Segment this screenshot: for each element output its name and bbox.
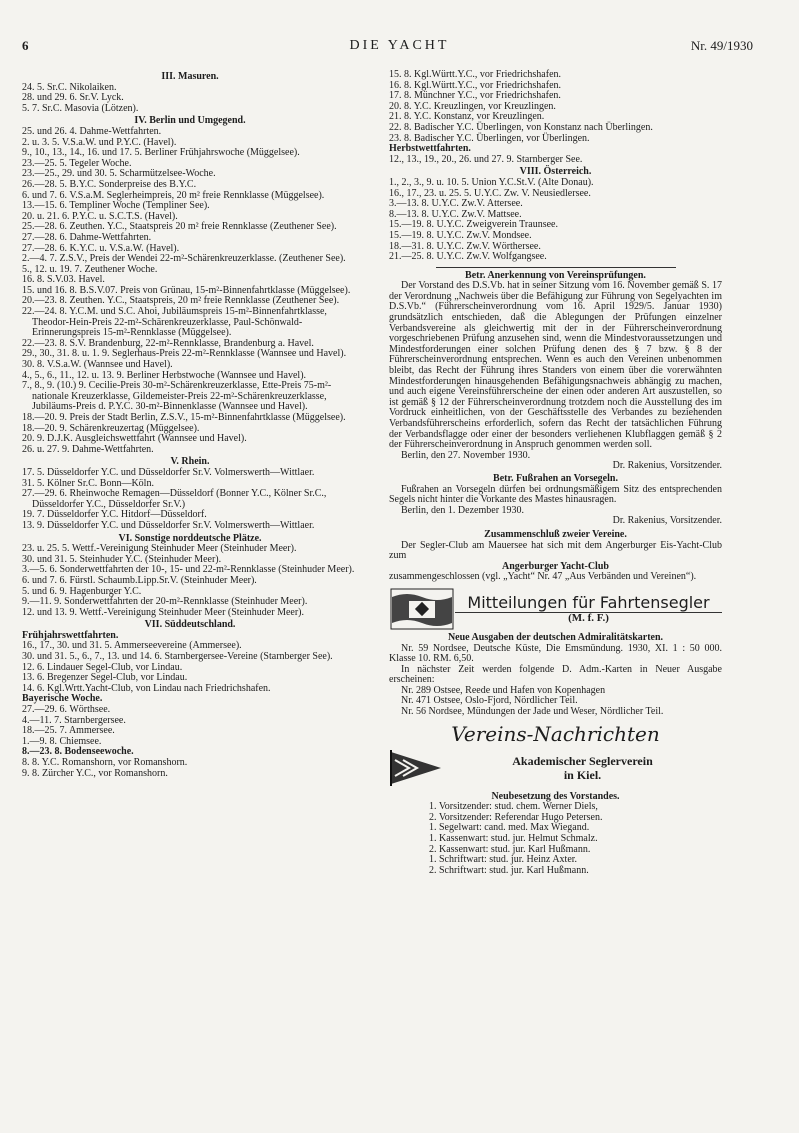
regatta-calendar-continued	[389, 70, 722, 263]
list-entry: 23. 8. Badischer Y.C. Überlingen, vor Überlingen.	[389, 132, 590, 144]
list-entry: 15. 8. Kgl.Württ.Y.C., vor Friedrichshafen.	[389, 69, 562, 80]
list-entry: 2. u. 3. 5. V.S.a.W. und P.Y.C. (Havel).	[22, 136, 177, 148]
mfk-section	[389, 633, 722, 718]
section-heading: VII. Süddeutschland.	[144, 619, 236, 631]
issue-number: Nr. 49/1930	[690, 38, 753, 53]
list-entry: 9., 10., 13., 14., 16. und 17. 5. Berliner Frühjahrswoche (Müggelsee).	[22, 147, 300, 159]
list-entry: 18.—25. 7. Ammersee.	[22, 725, 115, 737]
list-entry: 1. Segelwart: cand. med. Max Wiegand.	[429, 822, 590, 834]
club-burgee-icon	[389, 748, 443, 788]
list-entry: 18.—31. 8. U.Y.C. Zw.V. Wörthersee.	[389, 240, 541, 252]
list-entry: Nr. 289 Ostsee, Reede und Hafen von Kopenhagen	[401, 684, 606, 696]
list-entry: 25.—28. 6. Zeuthen. Y.C., Staatspreis 20 m² freie Rennklasse (Zeuthener See).	[22, 221, 337, 233]
notice-signature: Dr. Rakenius, Vorsitzender.	[612, 460, 722, 472]
list-entry: 27.—29. 6. Rheinwoche Remagen—Düsseldorf (Bonner Y.C., Kölner Sr.C., Düsseldorfer Y.C., Düsseldorfer Sr.V.)	[22, 488, 327, 510]
list-entry: 9. 8. Zürcher Y.C., vor Romanshorn.	[22, 767, 168, 779]
notice-body-end: zusammengeschlossen (vgl. „Yacht“ Nr. 47 „Aus Verbänden und Vereinen“).	[389, 571, 697, 583]
list-entry: 4.—11. 7. Starnbergersee.	[22, 714, 126, 726]
list-entry: 22.—23. 8. S.V. Brandenburg, 22-m²-Rennklasse, Brandenburg a. Havel.	[22, 337, 314, 349]
notice-body: Fußrahen an Vorsegeln dürfen bei ordnungsmäßigem Sitz des entsprechenden Segels nicht hinter die Vorkante des Mastes hinausragen.	[389, 483, 722, 506]
section-heading: III. Masuren.	[161, 71, 219, 82]
mfk-item: Nr. 59 Nordsee, Deutsche Küste, Die Emsmündung. 1930, XI. 1 : 50 000. Klasse 10. RM. 6,50.	[389, 642, 722, 665]
mfk-intro: In nächster Zeit werden folgende D. Adm.-Karten in Neuer Ausgabe erscheinen:	[389, 663, 722, 686]
list-entry: 23. u. 25. 5. Wettf.-Vereinigung Steinhuder Meer (Steinhuder Meer).	[22, 543, 297, 555]
list-entry: 12. und 13. 9. Wettf.-Vereinigung Steinhuder Meer (Steinhuder Meer).	[22, 606, 304, 618]
page-header	[0, 38, 799, 58]
club-name: Angerburger Yacht-Club	[502, 560, 609, 572]
list-entry: 1., 2., 3., 9. u. 10. 5. Union Y.C.St.V. (Alte Donau).	[389, 176, 594, 188]
list-entry: 1. Kassenwart: stud. jur. Helmut Schmalz.	[429, 833, 598, 845]
list-entry: Nr. 471 Ostsee, Oslo-Fjord, Nördlicher Teil.	[401, 695, 578, 707]
list-entry: 28. und 29. 6. Sr.V. Lyck.	[22, 92, 124, 104]
list-entry: 9.—11. 9. Sonderwettfahrten der 20-m²-Rennklasse (Steinhuder Meer).	[22, 596, 308, 608]
subsection-label: 8.—23. 8. Bodenseewoche.	[22, 746, 134, 758]
list-entry: 24. 5. Sr.C. Nikolaiken.	[22, 81, 117, 93]
section-heading: IV. Berlin und Umgegend.	[134, 115, 246, 127]
notice-title: Betr. Fußrahen an Vorsegeln.	[493, 472, 618, 484]
list-entry: 26. u. 27. 9. Dahme-Wettfahrten.	[22, 443, 154, 455]
list-entry: 6. und 7. 6. Fürstl. Schaumb.Lipp.Sr.V. (Steinhuder Meer).	[22, 574, 257, 586]
notice-anerkennung	[389, 271, 722, 472]
list-entry: 5., 12. u. 19. 7. Zeuthener Woche.	[22, 263, 158, 275]
club-header	[389, 748, 722, 788]
list-entry: 16. 8. S.V.03. Havel.	[22, 274, 105, 286]
subsection-label: Herbstwettfahrten.	[389, 143, 471, 155]
list-entry: 4., 5., 6., 11., 12. u. 13. 9. Berliner Herbstwoche (Wannsee und Havel).	[22, 369, 307, 381]
list-entry: 1. Vorsitzender: stud. chem. Werner Diels,	[429, 801, 598, 813]
section-heading: V. Rhein.	[170, 456, 210, 468]
list-entry: 22.—24. 8. Y.C.M. und S.C. Ahoi, Jubiläumspreis 15-m²-Binnenfahrtklasse, Theodor-Hein-Preis 22-m²-Schärenkreuzerklasse, Paul-Schönwald-Erinnerungspreis 15-m²-Rennklasse (Müggelsee).	[22, 306, 327, 339]
list-entry: 2. Schriftwart: stud. jur. Karl Hußmann.	[429, 864, 589, 876]
magazine-title: DIE YACHT	[349, 38, 450, 53]
list-entry: 2. Vorsitzender: Referendar Hugo Petersen.	[429, 811, 603, 823]
notice-zusammenschluss	[389, 530, 722, 583]
notice-title: Betr. Anerkennung von Vereinsprüfungen.	[465, 269, 646, 281]
list-entry: 20. u. 21. 6. P.Y.C. u. S.C.T.S. (Havel).	[22, 210, 178, 222]
list-entry: 20.—23. 8. Zeuthen. Y.C., Staatspreis, 20 m² freie Rennklasse (Zeuthener See).	[22, 295, 340, 307]
list-entry: 16., 17., 30. und 31. 5. Ammerseevereine (Ammersee).	[22, 640, 242, 652]
notice-fussrahen	[389, 474, 722, 527]
board-subtitle: Neubesetzung des Vorstandes.	[491, 790, 620, 802]
mfk-section-title: Neue Ausgaben der deutschen Admiralitätskarten.	[447, 631, 664, 643]
list-entry: 12. 6. Lindauer Segel-Club, vor Lindau.	[22, 661, 183, 673]
page-number: 6	[22, 38, 29, 53]
list-entry: 30. und 31. 5. Steinhuder Y.C. (Steinhuder Meer).	[22, 553, 222, 565]
pennant-flag-icon	[389, 587, 455, 631]
list-entry: Nr. 56 Nordsee, Mündungen der Jade und Weser, Nördlicher Teil.	[401, 706, 664, 718]
list-entry: 18.—20. 9. Schärenkreuzertag (Müggelsee).	[22, 422, 200, 434]
list-entry: 18.—20. 9. Preis der Stadt Berlin, Z.S.V., 15-m²-Binnenfahrtklasse (Müggelsee).	[22, 412, 346, 423]
list-entry: 13.—15. 6. Templiner Woche (Templiner See).	[22, 200, 210, 212]
subsection-label: Bayerische Woche.	[22, 693, 103, 705]
club-name-line2: in Kiel.	[563, 767, 602, 782]
list-entry: 15.—19. 8. U.Y.C. Zweigverein Traunsee.	[389, 219, 558, 231]
mfk-title: Mitteilungen für Fahrtensegler	[455, 594, 722, 613]
mfk-abbr: (M. f. F.)	[568, 612, 609, 625]
vereins-nachrichten-heading: Vereins-Nachrichten	[451, 721, 660, 746]
mfk-header	[389, 587, 722, 631]
right-column	[389, 70, 722, 876]
list-entry: 13. 9. Düsseldorfer Y.C. und Düsseldorfer Sr.V. Volmerswerth—Wittlaer.	[22, 519, 315, 531]
list-entry: 27.—29. 6. Wörthsee.	[22, 704, 111, 716]
section-heading: VI. Sonstige norddeutsche Plätze.	[118, 532, 262, 544]
list-entry: 22. 8. Badischer Y.C. Überlingen, von Konstanz nach Überlingen.	[389, 121, 653, 133]
notice-signature: Dr. Rakenius, Vorsitzender.	[612, 515, 722, 527]
notice-date: Berlin, den 1. Dezember 1930.	[401, 504, 525, 516]
list-entry: 30. 8. V.S.a.W. (Wannsee und Havel).	[22, 359, 173, 371]
list-entry: 31. 5. Kölner Sr.C. Bonn—Köln.	[22, 477, 154, 489]
list-entry: 27.—28. 6. Dahme-Wettfahrten.	[22, 231, 152, 243]
list-entry: 27.—28. 6. K.Y.C. u. V.S.a.W. (Havel).	[22, 242, 180, 254]
list-entry: 7., 8., 9. (10.) 9. Cecilie-Preis 30-m²-Schärenkreuzerklasse, Ette-Preis 75-m²-nationale Kreuzerklasse, Gildemeister-Preis 22-m²-Schärenkreuzerklasse, Jubiläums-Preis d. P.Y.C. 30-m²-Binnenklasse (Wannsee und Havel).	[22, 380, 332, 413]
list-entry: 16., 17., 23. u. 25. 5. U.Y.C. Zw. V. Neusiedlersee.	[389, 187, 591, 199]
left-column-regatta-calendar	[22, 70, 358, 779]
mfk-chart-list	[389, 686, 722, 718]
notice-date: Berlin, den 27. November 1930.	[401, 449, 531, 461]
list-entry: 29., 30., 31. 8. u. 1. 9. Seglerhaus-Preis 22-m²-Rennklasse (Wannsee und Havel).	[22, 348, 347, 360]
list-entry: 23.—25., 29. und 30. 5. Scharmützelsee-Woche.	[22, 168, 216, 180]
list-entry: 15.—19. 8. U.Y.C. Zw.V. Mondsee.	[389, 229, 532, 241]
club-name-line1: Akademischer Seglerverein	[512, 753, 653, 768]
list-entry: 20. 8. Y.C. Kreuzlingen, vor Kreuzlingen.	[389, 100, 556, 112]
list-entry: 13. 6. Bregenzer Segel-Club, vor Lindau.	[22, 672, 188, 684]
list-entry: 5. 7. Sr.C. Masovia (Lötzen).	[22, 102, 139, 114]
list-entry: 17. 5. Düsseldorfer Y.C. und Düsseldorfer Sr.V. Volmerswerth—Wittlaer.	[22, 466, 315, 478]
list-entry: 19. 7. Düsseldorfer Y.C. Hitdorf—Düsseldorf.	[22, 509, 207, 521]
list-entry: 5. und 6. 9. Hagenburger Y.C.	[22, 585, 142, 597]
list-entry: 21. 8. Y.C. Konstanz, vor Kreuzlingen.	[389, 111, 545, 123]
list-entry: 25. und 26. 4. Dahme-Wettfahrten.	[22, 125, 162, 137]
list-entry: 20. 9. D.J.K. Ausgleichswettfahrt (Wannsee und Havel).	[22, 433, 247, 445]
list-entry: 2.—4. 7. Z.S.V., Preis der Wendei 22-m²-Schärenkreuzerklasse. (Zeuthener See).	[22, 253, 346, 265]
list-entry: 8. 8. Y.C. Romanshorn, vor Romanshorn.	[22, 757, 188, 768]
list-entry: 1. Schriftwart: stud. jur. Heinz Axter.	[429, 854, 578, 866]
list-entry: 2. Kassenwart: stud. jur. Karl Hußmann.	[429, 843, 591, 855]
notice-title: Zusammenschluß zweier Vereine.	[484, 528, 627, 540]
subsection-label: Frühjahrswettfahrten.	[22, 629, 119, 641]
list-entry: 17. 8. Münchner Y.C., vor Friedrichshafen.	[389, 90, 561, 102]
divider	[436, 267, 676, 268]
list-entry: 3.—13. 8. U.Y.C. Zw.V. Attersee.	[389, 198, 523, 210]
list-entry: 1.—9. 8. Chiemsee.	[22, 735, 102, 747]
list-entry: 6. und 7. 6. V.S.a.M. Seglerheimpreis, 20 m² freie Rennklasse (Müggelsee).	[22, 189, 325, 201]
notice-body: Der Vorstand des D.S.Vb. hat in seiner Sitzung vom 16. November gemäß S. 17 der Verordnung „Nachweis über die Befähigung zur Führung von Segelyachten im D.S.Vb.“ (Führerscheinverordnung vom 16. April 1929/5. Januar 1930) grundsätzlich entschieden, daß die Ablegungen der Prüfungen einzelner Verbandsvereine als gleichwertig mit der in der Führerscheinverordnung vorgeschriebenen Prüfung anzusehen sind, wenn die Mindestvoraussetzungen und Mindestforderungen einer solchen Prüfung denen des § 7 bzw. § 8 der Führerscheinverordnung entsprechen. Wenn es auch den Vereinen unbenommen bleibt, das Recht der Führung ihres Standers von einem über die vorerwähnten Mindestforderungen hinausgehenden Befähigungsnachweis abhängig zu machen, und auch eigene Vereinsführerscheine der einen oder anderen Art auszustellen, so ist gemäß § 12 der Führerscheinverordnung trotzdem noch die Ausstellung des im Vordruck einheitlichen, von der Geschäftsstelle des Verbandes zu beziehenden Verbandsführerscheins erforderlich, sofern das Recht der tatsächlichen Führung der Verbandsflagge oder einer der besonders verliehenen Klubflaggen gemäß § 2 der Führerscheinverordnung in Anspruch genommen werden soll.	[389, 280, 722, 451]
section-heading: VIII. Österreich.	[519, 166, 592, 178]
list-entry: 23.—25. 5. Tegeler Woche.	[22, 157, 132, 169]
list-entry: 26.—28. 5. B.Y.C. Sonderpreise des B.Y.C.	[22, 178, 197, 190]
list-entry: 8.—13. 8. U.Y.C. Zw.V. Mattsee.	[389, 208, 522, 220]
list-entry: 21.—25. 8. U.Y.C. Zw.V. Wolfgangsee.	[389, 251, 547, 263]
notice-body: Der Segler-Club am Mauersee hat sich mit dem Angerburger Eis-Yacht-Club zum	[389, 539, 722, 562]
list-entry: 16. 8. Kgl.Württ.Y.C., vor Friedrichshafen.	[389, 79, 562, 91]
list-entry: 12., 13., 19., 20., 26. und 27. 9. Starnberger See.	[389, 153, 583, 165]
list-entry: 15. und 16. 8. B.S.V.07. Preis von Grünau, 15-m²-Binnenfahrtklasse (Müggelsee).	[22, 284, 351, 296]
list-entry: 14. 6. Kgl.Wrtt.Yacht-Club, von Lindau nach Friedrichshafen.	[22, 682, 271, 694]
list-entry: 30. und 31. 5., 6., 7., 13. und 14. 6. Starnbergersee-Vereine (Starnberger See).	[22, 651, 333, 663]
list-entry: 3.—5. 6. Sonderwettfahrten der 10-, 15- und 22-m²-Rennklasse (Steinhuder Meer).	[22, 564, 355, 576]
board-member-list	[389, 802, 722, 876]
